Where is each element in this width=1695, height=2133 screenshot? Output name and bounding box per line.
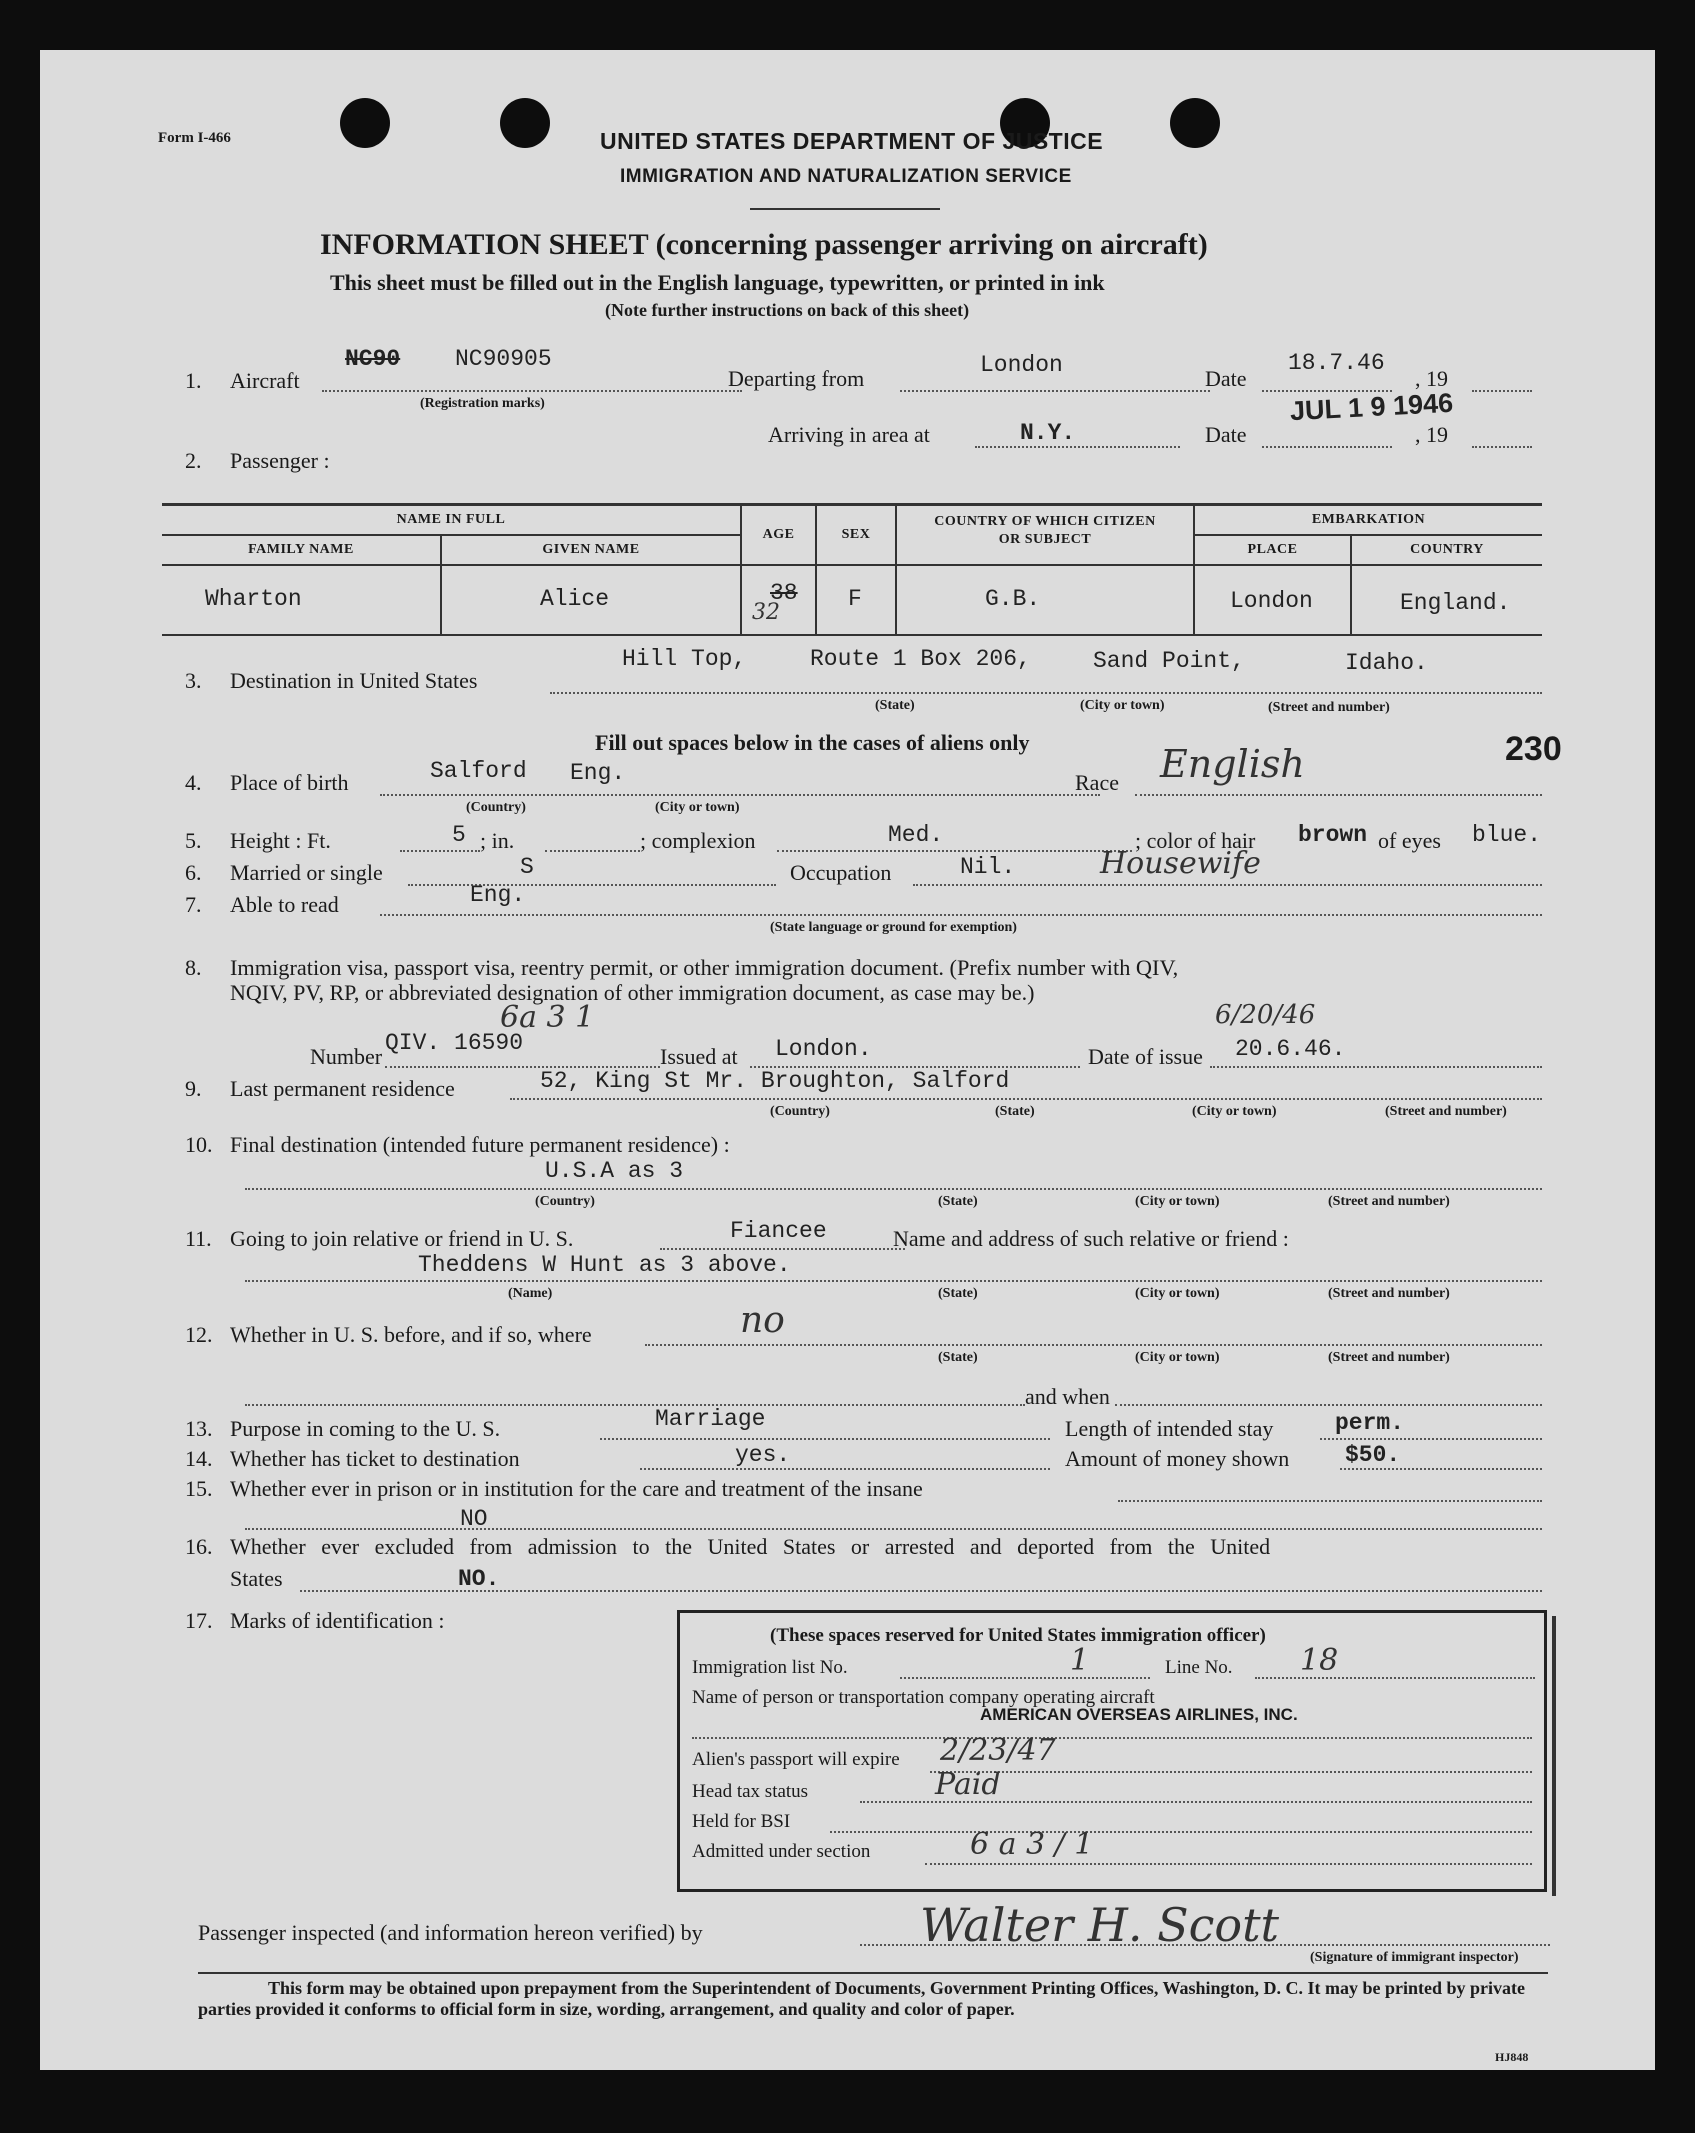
dest-street: Sand Point, (1093, 648, 1245, 674)
th-name: NAME IN FULL (396, 512, 506, 527)
caption-city: (City or town) (1135, 1350, 1220, 1365)
officer-box (677, 1610, 1547, 1892)
before-value: no (740, 1300, 785, 1341)
before-line-2 (245, 1404, 1025, 1406)
tax-value: Paid (935, 1767, 1001, 1802)
caption-country: (Country) (535, 1194, 595, 1209)
cell-age-corrected: 32 (752, 600, 780, 625)
item-number: 1. (185, 368, 202, 393)
col-divider (815, 503, 817, 634)
read-label: Able to read (230, 892, 339, 917)
footer-text: This form may be obtained upon prepayment from the Superintendent of Documents, Government Printing Offices, Washington, D. C. It may be printed by private parties provided it conforms to official form in size, wording, arrangement, and quality and color of paper. (198, 1978, 1526, 2019)
before-label: Whether in U. S. before, and if so, where (230, 1322, 592, 1347)
arriving-label: Arriving in area at (768, 422, 930, 447)
item-number: 9. (185, 1076, 202, 1101)
read-line (380, 914, 1542, 916)
header-dept: UNITED STATES DEPARTMENT OF JUSTICE (600, 128, 1104, 154)
inspector-signature: Walter H. Scott (920, 1898, 1280, 1952)
dest-city: Route 1 Box 206, (810, 646, 1031, 672)
and-when-line (1115, 1404, 1542, 1406)
bsi-label: Held for BSI (692, 1811, 791, 1832)
caption-city: (City or town) (1135, 1286, 1220, 1301)
prison-value: NO (460, 1506, 488, 1532)
header-service: IMMIGRATION AND NATURALIZATION SERVICE (620, 166, 1072, 187)
final-dest-value: U.S.A as 3 (545, 1158, 684, 1184)
purpose-value: Marriage (655, 1406, 766, 1432)
carrier-stamp: AMERICAN OVERSEAS AIRLINES, INC. (980, 1705, 1298, 1724)
final-dest-label: Final destination (intended future permanent residence) : (230, 1132, 730, 1157)
doi-label: Date of issue (1088, 1044, 1203, 1069)
th-sex: SEX (841, 527, 871, 542)
complexion-value: Med. (888, 822, 944, 848)
excluded-label-2: States (230, 1566, 283, 1591)
aliens-note: Fill out spaces below in the cases of aliens only (595, 730, 1030, 755)
caption-city: (City or town) (1080, 698, 1165, 713)
issued-label: Issued at (660, 1044, 738, 1069)
stay-label: Length of intended stay (1065, 1416, 1274, 1441)
item-number: 12. (185, 1322, 213, 1347)
caption-street: (Street and number) (1268, 700, 1390, 715)
punch-hole (340, 98, 390, 148)
item-number: 7. (185, 892, 202, 917)
final-dest-line (245, 1188, 1542, 1190)
table-head-rule (162, 564, 1542, 566)
eyes-label: of eyes (1378, 828, 1441, 853)
caption-state: (State) (995, 1104, 1035, 1119)
caption-street: (Street and number) (1385, 1104, 1507, 1119)
year-line (1472, 390, 1532, 392)
visa-text-1: Immigration visa, passport visa, reentry permit, or other immigration document. (Prefix number with QIV, (230, 955, 1179, 980)
join-value: Fiancee (730, 1218, 827, 1244)
passport-value: 2/23/47 (940, 1733, 1056, 1768)
departing-value: London (980, 352, 1063, 378)
line-no-line (1255, 1677, 1535, 1679)
sheet-subtitle: This sheet must be filled out in the English language, typewritten, or printed in ink (330, 270, 1105, 295)
item-number: 17. (185, 1608, 213, 1633)
stay-value: perm. (1335, 1410, 1405, 1436)
inspected-label: Passenger inspected (and information hereon verified) by (198, 1920, 703, 1945)
date2-label: Date (1205, 422, 1247, 447)
doi-hand: 6/20/46 (1215, 1000, 1316, 1030)
money-value: $50. (1345, 1442, 1401, 1468)
cell-place: London (1230, 588, 1313, 614)
race-label: Race (1075, 770, 1119, 795)
purpose-label: Purpose in coming to the U. S. (230, 1416, 501, 1441)
prison-line-2 (245, 1528, 1542, 1530)
print-code: HJ848 (1495, 2050, 1529, 2064)
and-when-label: and when (1025, 1384, 1110, 1409)
bsi-line (830, 1831, 1532, 1833)
before-line (645, 1344, 1542, 1346)
join-line (660, 1248, 905, 1250)
birth-country: Eng. (570, 760, 626, 786)
hair-value: brown (1298, 822, 1368, 848)
name-line (692, 1737, 1532, 1739)
race-value: English (1160, 742, 1305, 786)
departing-label: Departing from (728, 366, 865, 391)
aircraft-label: Aircraft (230, 368, 300, 393)
join-value-2: Theddens W Hunt as 3 above. (418, 1252, 791, 1278)
item-number: 4. (185, 770, 202, 795)
cell-citizen: G.B. (985, 586, 1041, 612)
caption-name: (Name) (508, 1286, 553, 1301)
caption-state: (State) (875, 698, 915, 713)
year2-line (1472, 446, 1532, 448)
caption-street: (Street and number) (1328, 1350, 1450, 1365)
year2-suffix: , 19 (1415, 422, 1448, 447)
form-number: Form I-466 (158, 130, 231, 146)
punch-hole (1170, 98, 1220, 148)
caption-city: (City or town) (1135, 1194, 1220, 1209)
occupation-label: Occupation (790, 860, 892, 885)
th-given: GIVEN NAME (542, 542, 640, 557)
footer-rule (198, 1972, 1548, 1974)
join-label-2: Name and address of such relative or friend : (893, 1226, 1289, 1251)
line-label: Line No. (1165, 1657, 1233, 1678)
visa-text-2: NQIV, PV, RP, or abbreviated designation of other immigration document, as case may be.) (230, 980, 1035, 1005)
complexion-label: ; complexion (640, 828, 756, 853)
line-value: 18 (1300, 1643, 1339, 1678)
number-value: QIV. 16590 (385, 1030, 524, 1056)
th-age: AGE (762, 527, 795, 542)
tax-line (860, 1801, 1532, 1803)
ticket-line (640, 1468, 1050, 1470)
ticket-label: Whether has ticket to destination (230, 1446, 520, 1471)
arriving-value: N.Y. (1020, 420, 1076, 446)
number-label: Number (310, 1044, 383, 1069)
admitted-label: Admitted under section (692, 1841, 871, 1862)
aircraft-value: NC90905 (455, 346, 552, 372)
passport-line (930, 1771, 1532, 1773)
form-page (40, 50, 1655, 2070)
destination-line (550, 692, 1542, 694)
caption-street: (Street and number) (1328, 1286, 1450, 1301)
th-country: COUNTRY OF WHICH CITIZEN (934, 514, 1156, 529)
year-suffix: , 19 (1415, 366, 1448, 391)
caption-state: (State) (938, 1286, 978, 1301)
aircraft-struck: NC90 (345, 346, 401, 372)
caption-city: (City or town) (1192, 1104, 1277, 1119)
item-number: 16. (185, 1534, 213, 1559)
money-line (1340, 1468, 1542, 1470)
item-number: 2. (185, 448, 202, 473)
col-divider (740, 503, 742, 634)
admitted-line (925, 1863, 1532, 1865)
punch-hole (500, 98, 550, 148)
race-line (1135, 794, 1542, 796)
join-label: Going to join relative or friend in U. S. (230, 1226, 574, 1251)
in-line (545, 850, 640, 852)
caption-street: (Street and number) (1328, 1194, 1450, 1209)
caption-state: (State) (938, 1194, 978, 1209)
doi-value: 20.6.46. (1235, 1036, 1346, 1062)
item-number: 10. (185, 1132, 213, 1157)
read-value: Eng. (470, 882, 526, 908)
occupation-value: Nil. (960, 854, 1016, 880)
departing-line (900, 390, 1210, 392)
officer-title: (These spaces reserved for United States immigration officer) (770, 1625, 1266, 1646)
list-value: 1 (1070, 1643, 1090, 1678)
item-number: 13. (185, 1416, 213, 1441)
in-label: ; in. (480, 828, 515, 853)
date2-line (1262, 446, 1392, 448)
admitted-value: 6 a 3 / 1 (970, 1827, 1094, 1862)
arrival-stamp: JUL 1 9 1946 (1289, 387, 1454, 427)
join-line-2 (245, 1280, 1542, 1282)
purpose-line (600, 1438, 1050, 1440)
item-number: 3. (185, 668, 202, 693)
ticket-value: yes. (735, 1442, 791, 1468)
issued-value: London. (775, 1036, 872, 1062)
complexion-line (777, 850, 1132, 852)
caption-country: (Country) (770, 1104, 830, 1119)
passenger-label: Passenger : (230, 448, 330, 473)
caption-state: (State) (938, 1350, 978, 1365)
married-value: S (520, 854, 534, 880)
residence-line (510, 1098, 1542, 1100)
sheet-note: (Note further instructions on back of this sheet) (605, 300, 970, 320)
date-value: 18.7.46 (1288, 350, 1385, 376)
registration-caption: (Registration marks) (420, 396, 545, 411)
residence-label: Last permanent residence (230, 1076, 455, 1101)
th-embarkation: EMBARKATION (1311, 512, 1426, 527)
th-country-embark: COUNTRY (1410, 542, 1484, 557)
height-ft: 5 (452, 822, 466, 848)
hair-label: ; color of hair (1135, 828, 1256, 853)
arriving-line (975, 446, 1180, 448)
destination-label: Destination in United States (230, 668, 478, 693)
cell-family: Wharton (205, 586, 302, 612)
eyes-value: blue. (1472, 822, 1542, 848)
visa-number-hand: 6a 3 1 (500, 1000, 595, 1035)
occupation-hand: Housewife (1100, 846, 1261, 881)
item-number: 14. (185, 1446, 213, 1471)
header-rule (750, 208, 940, 210)
cell-age: 38 (770, 580, 798, 606)
item-number: 5. (185, 828, 202, 853)
prison-label: Whether ever in prison or in institution for the care and treatment of the insane (230, 1476, 923, 1501)
dest-state: Hill Top, (622, 646, 747, 672)
cell-country: England. (1400, 590, 1511, 616)
stay-line (1320, 1438, 1542, 1440)
table-sub-rule (1193, 534, 1542, 536)
caption-city: (City or town) (655, 800, 740, 815)
occupation-line (913, 884, 1542, 886)
item-number: 6. (185, 860, 202, 885)
cell-given: Alice (540, 586, 610, 612)
dest-extra: Idaho. (1345, 650, 1428, 676)
birth-label: Place of birth (230, 770, 349, 795)
th-family: FAMILY NAME (248, 542, 354, 557)
caption-country: (Country) (466, 800, 526, 815)
married-line (408, 884, 776, 886)
tax-label: Head tax status (692, 1781, 809, 1802)
date-label: Date (1205, 366, 1247, 391)
excluded-value: NO. (458, 1566, 500, 1592)
married-label: Married or single (230, 860, 383, 885)
height-label: Height : Ft. (230, 828, 331, 853)
officer-box-shadow (1552, 1616, 1556, 1896)
th-place: PLACE (1247, 542, 1298, 557)
doi-line (1210, 1066, 1542, 1068)
sheet-title: INFORMATION SHEET (concerning passenger arriving on aircraft) (320, 228, 1208, 261)
item-number: 15. (185, 1476, 213, 1501)
name-label: Name of person or transportation company operating aircraft (692, 1687, 1155, 1708)
ft-line (400, 850, 480, 852)
list-line (900, 1677, 1150, 1679)
item-number: 11. (185, 1226, 212, 1251)
aircraft-line (322, 390, 742, 392)
signature-caption: (Signature of immigrant inspector) (1310, 1950, 1519, 1965)
table-sub-rule (162, 534, 742, 536)
marks-label: Marks of identification : (230, 1608, 445, 1633)
birth-city: Salford (430, 758, 527, 784)
table-top-rule (162, 503, 1542, 506)
excluded-label: Whether ever excluded from admission to the United States or arrested and deported from the United (230, 1534, 1271, 1559)
table-bottom-rule (162, 634, 1542, 636)
th-country2: OR SUBJECT (998, 532, 1092, 547)
prison-line (1118, 1500, 1542, 1502)
birth-line (380, 794, 1100, 796)
item-number: 8. (185, 955, 202, 980)
residence-value: 52, King St Mr. Broughton, Salford (540, 1068, 1010, 1094)
cell-sex: F (848, 586, 862, 612)
passport-label: Alien's passport will expire (692, 1749, 900, 1770)
money-label: Amount of money shown (1065, 1446, 1290, 1471)
page-number: 230 (1505, 730, 1562, 768)
read-caption: (State language or ground for exemption) (770, 920, 1017, 935)
list-label: Immigration list No. (692, 1657, 848, 1678)
